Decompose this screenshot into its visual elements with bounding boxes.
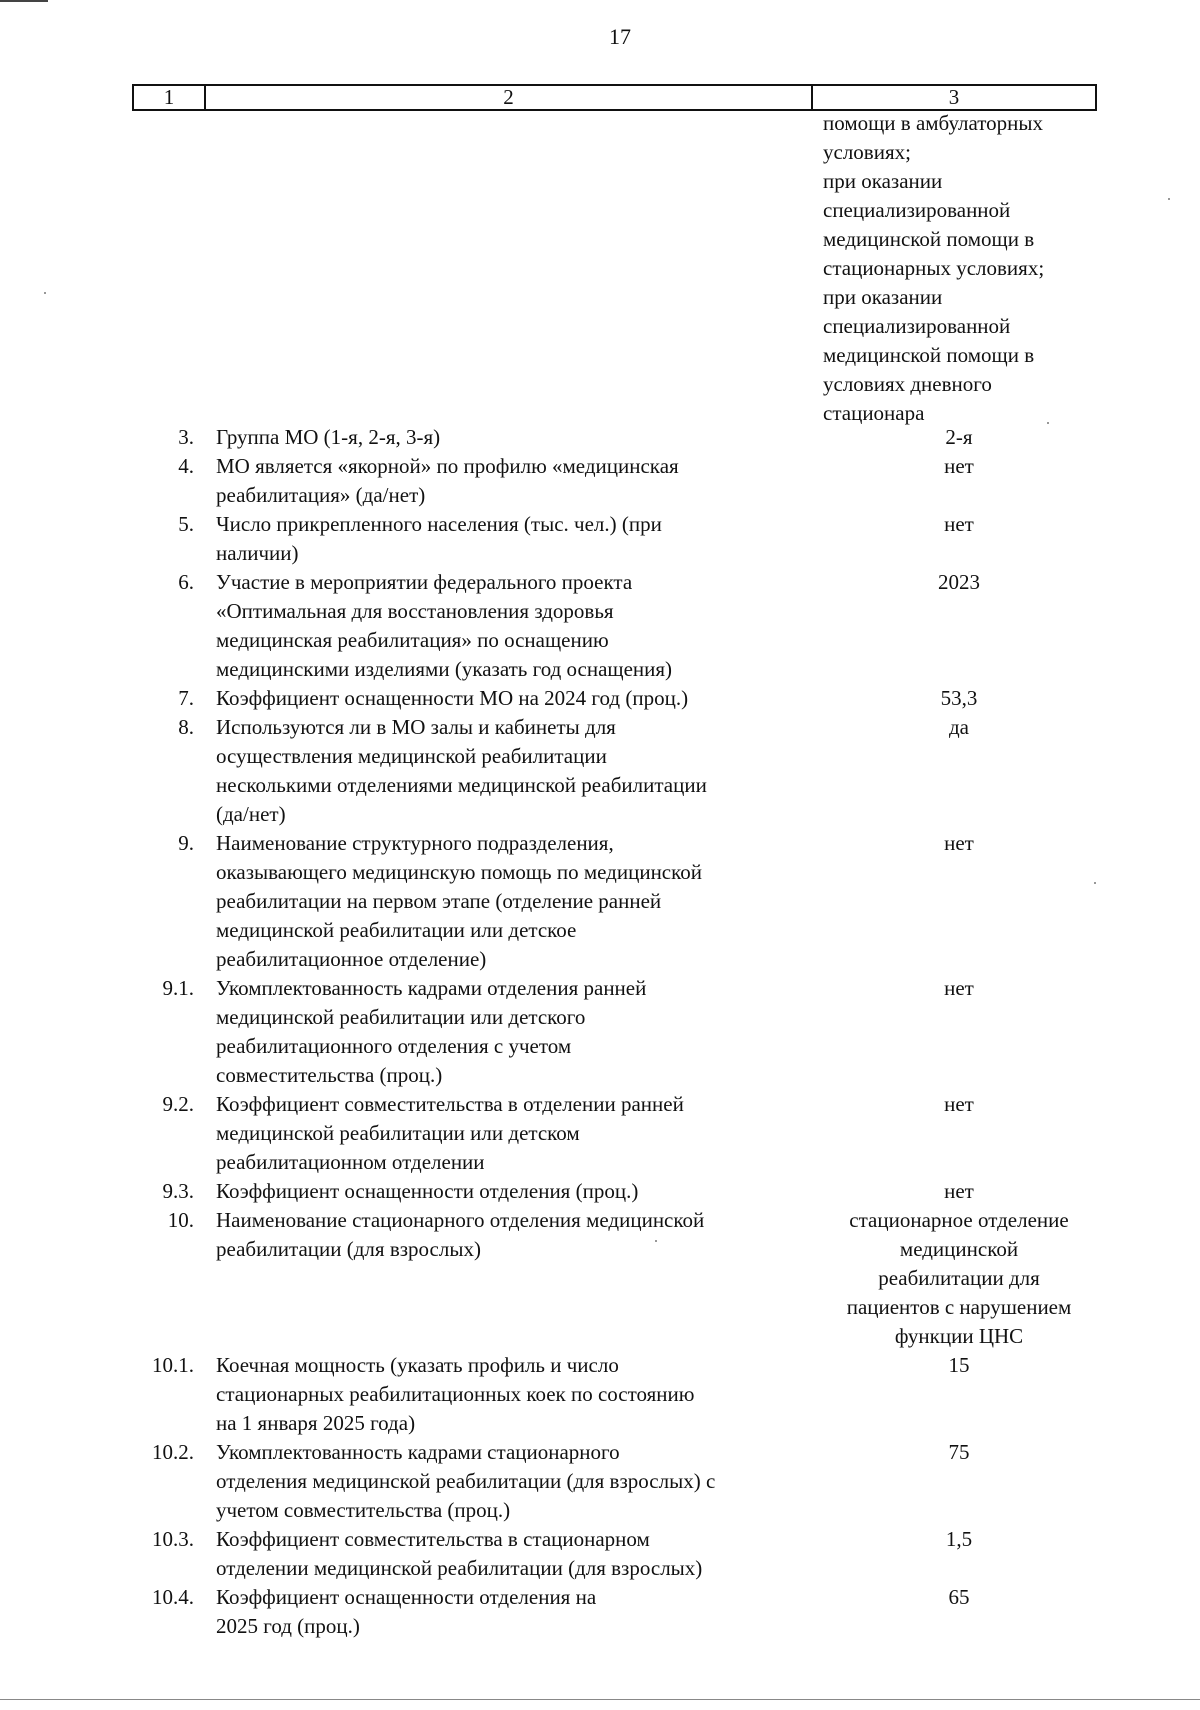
description-line: отделении медицинской реабилитации (для взрослых) bbox=[216, 1556, 703, 1580]
header-col-2: 2 bbox=[206, 86, 813, 109]
row-number: 10.3. bbox=[152, 1527, 194, 1551]
table-row bbox=[140, 568, 1100, 684]
description-line: медицинской реабилитации или детское bbox=[216, 918, 577, 942]
description-line: Группа МО (1-я, 2-я, 3-я) bbox=[216, 425, 441, 449]
continued-line: при оказании bbox=[823, 169, 943, 193]
value-line: нет bbox=[944, 1179, 974, 1203]
value-line: реабилитации для bbox=[878, 1266, 1040, 1290]
page-number: 17 bbox=[609, 24, 631, 49]
value-line: стационарное отделение bbox=[849, 1208, 1069, 1232]
value-line: 15 bbox=[948, 1353, 970, 1377]
table-row bbox=[140, 1206, 1100, 1351]
row-number: 4. bbox=[178, 454, 194, 478]
continued-line: специализированной bbox=[823, 198, 1011, 222]
row-value bbox=[806, 1351, 1100, 1380]
row-value bbox=[806, 452, 1100, 481]
table-row bbox=[140, 423, 1100, 452]
description-line: медицинскими изделиями (указать год оснащения) bbox=[216, 657, 673, 681]
description-line: медицинской реабилитации или детского bbox=[216, 1005, 586, 1029]
value-line: 2023 bbox=[938, 570, 980, 594]
scan-speck bbox=[1047, 422, 1049, 424]
table-row bbox=[140, 452, 1100, 510]
description-line: совместительства (проц.) bbox=[216, 1063, 443, 1087]
row-number: 6. bbox=[178, 570, 194, 594]
description-line: Коечная мощность (указать профиль и число bbox=[216, 1353, 619, 1377]
row-description bbox=[206, 423, 806, 452]
description-line: медицинской реабилитации или детском bbox=[216, 1121, 580, 1145]
row-value bbox=[806, 1525, 1100, 1554]
description-line: Коэффициент оснащенности отделения (проц.) bbox=[216, 1179, 639, 1203]
description-line: Коэффициент оснащенности МО на 2024 год (проц.) bbox=[216, 686, 689, 710]
table-row bbox=[140, 974, 1100, 1090]
row-value bbox=[806, 684, 1100, 713]
value-line: нет bbox=[944, 1092, 974, 1116]
description-line: осуществления медицинской реабилитации bbox=[216, 744, 607, 768]
row-value bbox=[806, 1177, 1100, 1206]
description-line: на 1 января 2025 года) bbox=[216, 1411, 416, 1435]
value-line: 75 bbox=[948, 1440, 970, 1464]
scan-speck bbox=[1094, 882, 1096, 884]
continued-line: специализированной bbox=[823, 314, 1011, 338]
row-value bbox=[806, 829, 1100, 858]
description-line: реабилитация» (да/нет) bbox=[216, 483, 426, 507]
row-description bbox=[206, 510, 806, 568]
description-line: 2025 год (проц.) bbox=[216, 1614, 360, 1638]
row-value bbox=[806, 713, 1100, 742]
description-line: отделения медицинской реабилитации (для взрослых) с bbox=[216, 1469, 716, 1493]
description-line: реабилитации (для взрослых) bbox=[216, 1237, 481, 1261]
row-description bbox=[206, 1351, 806, 1438]
scan-edge-line bbox=[0, 1699, 1200, 1700]
value-line: 53,3 bbox=[940, 686, 978, 710]
row-number: 9.3. bbox=[162, 1179, 194, 1203]
continued-line: помощи в амбулаторных bbox=[823, 111, 1044, 135]
description-line: МО является «якорной» по профилю «медицинская bbox=[216, 454, 679, 478]
description-line: Коэффициент совместительства в отделении ранней bbox=[216, 1092, 684, 1116]
row-description bbox=[206, 1438, 806, 1525]
value-line: функции ЦНС bbox=[894, 1324, 1024, 1348]
table-row bbox=[140, 1583, 1100, 1641]
table-row bbox=[140, 1090, 1100, 1177]
value-line: пациентов с нарушением bbox=[846, 1295, 1072, 1319]
row-number: 7. bbox=[178, 686, 194, 710]
description-line: медицинская реабилитация» по оснащению bbox=[216, 628, 609, 652]
row-description bbox=[206, 974, 806, 1090]
continued-line: условиях дневного bbox=[823, 372, 992, 396]
table-body bbox=[140, 423, 1100, 1641]
continued-line: условиях; bbox=[823, 140, 911, 164]
row-value bbox=[806, 1438, 1100, 1467]
description-line: «Оптимальная для восстановления здоровья bbox=[216, 599, 614, 623]
value-line: медицинской bbox=[899, 1237, 1019, 1261]
row-number: 8. bbox=[178, 715, 194, 739]
description-line: оказывающего медицинскую помощь по медицинской bbox=[216, 860, 703, 884]
continued-line: стационарных условиях; bbox=[823, 256, 1045, 280]
scan-speck bbox=[655, 1240, 657, 1242]
row-number: 9.2. bbox=[162, 1092, 194, 1116]
description-line: реабилитационное отделение) bbox=[216, 947, 487, 971]
row-number: 3. bbox=[178, 425, 194, 449]
table-row bbox=[140, 829, 1100, 974]
continued-line: стационара bbox=[823, 401, 925, 425]
row-number: 10. bbox=[167, 1208, 194, 1232]
row-number: 9. bbox=[178, 831, 194, 855]
row-description bbox=[206, 1090, 806, 1177]
value-line: 1,5 bbox=[945, 1527, 973, 1551]
description-line: реабилитации на первом этапе (отделение ранней bbox=[216, 889, 662, 913]
description-line: (да/нет) bbox=[216, 802, 286, 826]
description-line: несколькими отделениями медицинской реабилитации bbox=[216, 773, 707, 797]
description-line: Укомплектованность кадрами отделения ранней bbox=[216, 976, 647, 1000]
header-col-3: 3 bbox=[948, 85, 960, 109]
description-line: наличии) bbox=[216, 541, 299, 565]
table-row bbox=[140, 1351, 1100, 1438]
continued-line: медицинской помощи в bbox=[823, 227, 1035, 251]
row-value bbox=[806, 974, 1100, 1003]
table-row bbox=[140, 1438, 1100, 1525]
description-line: Используются ли в МО залы и кабинеты для bbox=[216, 715, 616, 739]
description-line: Укомплектованность кадрами стационарного bbox=[216, 1440, 620, 1464]
description-line: Участие в мероприятии федерального проекта bbox=[216, 570, 633, 594]
row-description bbox=[206, 1583, 806, 1641]
row-number: 10.2. bbox=[152, 1440, 194, 1464]
description-line: реабилитационного отделения с учетом bbox=[216, 1034, 572, 1058]
row-description bbox=[206, 1525, 806, 1583]
row-number: 10.1. bbox=[152, 1353, 194, 1377]
scan-speck bbox=[1168, 198, 1170, 200]
table-row bbox=[140, 1525, 1100, 1583]
value-line: нет bbox=[944, 831, 974, 855]
description-line: Наименование стационарного отделения медицинской bbox=[216, 1208, 705, 1232]
row-description bbox=[206, 568, 806, 684]
row-description bbox=[206, 713, 806, 829]
row-number: 9.1. bbox=[162, 976, 194, 1000]
description-line: Коэффициент оснащенности отделения на bbox=[216, 1585, 597, 1609]
value-line: нет bbox=[944, 512, 974, 536]
value-line: нет bbox=[944, 976, 974, 1000]
row-description bbox=[206, 1206, 806, 1264]
description-line: Коэффициент совместительства в стационарном bbox=[216, 1527, 650, 1551]
row-description bbox=[206, 452, 806, 510]
continued-cell-text bbox=[823, 109, 1093, 428]
table-header-row bbox=[132, 84, 1097, 111]
table-row bbox=[140, 684, 1100, 713]
description-line: стационарных реабилитационных коек по состоянию bbox=[216, 1382, 695, 1406]
row-value bbox=[806, 568, 1100, 597]
row-description bbox=[206, 684, 806, 713]
row-number: 5. bbox=[178, 512, 194, 536]
continued-line: медицинской помощи в bbox=[823, 343, 1035, 367]
row-description bbox=[206, 829, 806, 974]
header-col-1: 1 bbox=[134, 86, 206, 109]
description-line: реабилитационном отделении bbox=[216, 1150, 485, 1174]
value-line: нет bbox=[944, 454, 974, 478]
description-line: учетом совместительства (проц.) bbox=[216, 1498, 511, 1522]
description-line: Наименование структурного подразделения, bbox=[216, 831, 614, 855]
scan-edge-mark bbox=[0, 0, 48, 2]
row-value bbox=[806, 423, 1100, 452]
table-row bbox=[140, 1177, 1100, 1206]
value-line: 2-я bbox=[945, 425, 973, 449]
table-row bbox=[140, 510, 1100, 568]
value-line: да bbox=[948, 715, 969, 739]
row-description bbox=[206, 1177, 806, 1206]
value-line: 65 bbox=[948, 1585, 970, 1609]
description-line: Число прикрепленного населения (тыс. чел.) (при bbox=[216, 512, 662, 536]
continued-line: при оказании bbox=[823, 285, 943, 309]
table-row bbox=[140, 713, 1100, 829]
row-value bbox=[806, 1206, 1100, 1351]
row-number: 10.4. bbox=[152, 1585, 194, 1609]
row-value bbox=[806, 1583, 1100, 1612]
row-value bbox=[806, 510, 1100, 539]
row-value bbox=[806, 1090, 1100, 1119]
scan-speck bbox=[44, 292, 46, 294]
